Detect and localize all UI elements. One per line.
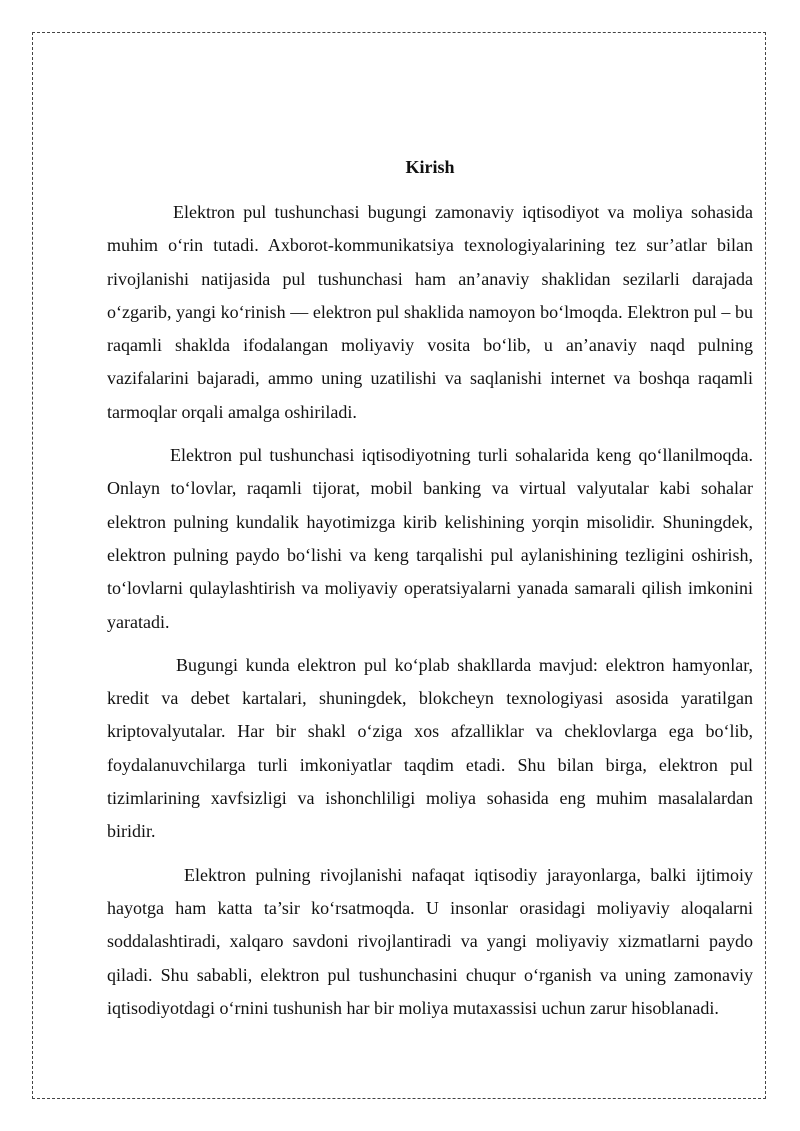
paragraph-3: Bugungi kunda elektron pul ko‘plab shakllarda mavjud: elektron hamyonlar, kredit va debet kartalari, shuningdek, blokcheyn texnologiyasi asosida yaratilgan kriptovalyutalar. Har bir shakl o‘ziga xos afzalliklar va cheklovlarga ega bo‘lib, foydalanuvchilarga turli imkoniyatlar taqdim etadi. Shu bilan birga, elektron pul tizimlarining xavfsizligi va ishonchliligi moliya sohasida eng muhim masalalardan biridir.: [107, 654, 753, 842]
section-title: Kirish: [405, 157, 455, 177]
paragraph-2: Elektron pul tushunchasi iqtisodiyotning turli sohalarida keng qo‘llanilmoqda. Onlayn to‘lovlar, raqamli tijorat, mobil banking va virtual valyutalar kabi sohalar elektron pulning kundalik hayotimizga kirib kelishining yorqin misolidir. Shuningdek, elektron pulning paydo bo‘lishi va keng tarqalishi pul aylanishining tezligini oshirish, to‘lovlarni qulaylashtirish va moliyaviy operatsiyalarni yanada samarali qilish imkonini yaratadi.: [107, 445, 753, 632]
document-body: [107, 150, 753, 1035]
paragraph-4: Elektron pulning rivojlanishi nafaqat iqtisodiy jarayonlarga, balki ijtimoiy hayotga ham katta ta’sir ko‘rsatmoqda. U insonlar orasidagi moliyaviy aloqalarni soddalashtiradi, xalqaro savdoni rivojlantiradi va yangi moliyaviy xizmatlarni paydo qiladi. Shu sababli, elektron pul tushunchasini chuqur o‘rganish va uning zamonaviy iqtisodiyotdagi o‘rnini tushunish har bir moliya mutaxassisi uchun zarur hisoblanadi.: [107, 864, 753, 1018]
paragraph-1: Elektron pul tushunchasi bugungi zamonaviy iqtisodiyot va moliya sohasida muhim o‘rin tutadi. Axborot-kommunikatsiya texnologiyalarining tez sur’atlar bilan rivojlanishi natijasida pul tushunchasi ham an’anaviy shaklidan sezilarli darajada o‘zgarib, yangi ko‘rinish — elektron pul shaklida namoyon bo‘lmoqda. Elektron pul – bu raqamli shaklda ifodalangan moliyaviy vosita bo‘lib, u an’anaviy naqd pulning vazifalarini bajaradi, ammo uning uzatilishi va saqlanishi internet va boshqa raqamli tarmoqlar orqali amalga oshiriladi.: [107, 202, 753, 422]
